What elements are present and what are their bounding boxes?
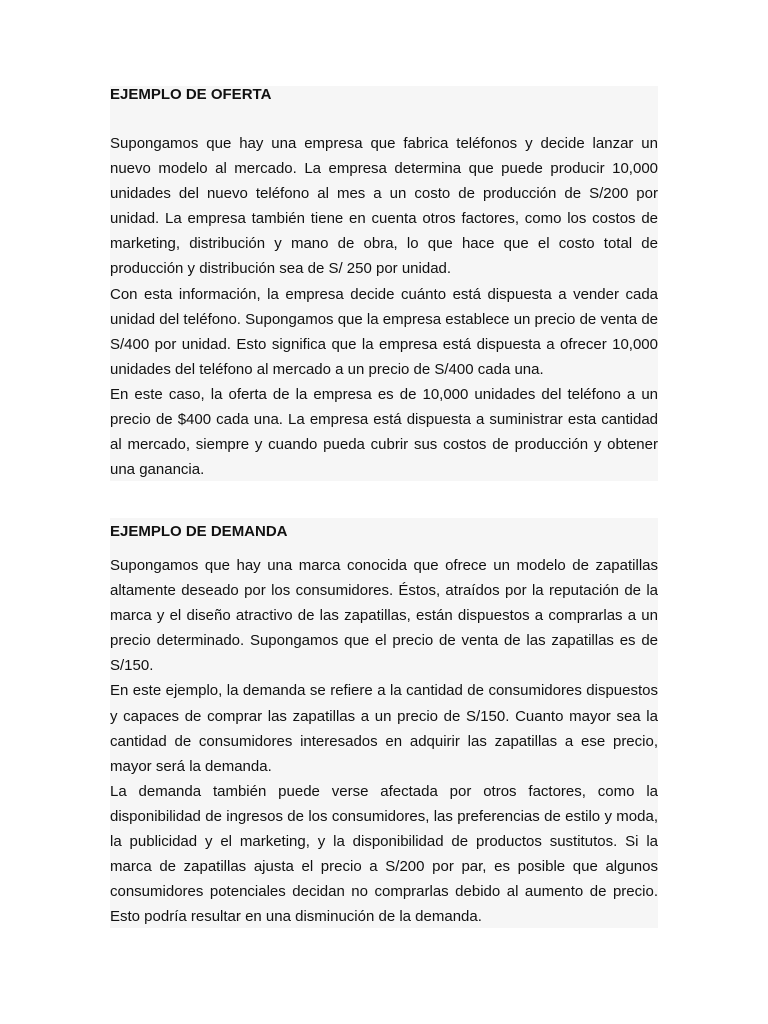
oferta-paragraph-2: Con esta información, la empresa decide cuánto está dispuesta a vender cada unidad del teléfono. Supongamos que la empresa establece un precio de venta de S/400 por unidad. Esto significa que la empresa está dispuesta a ofrecer 10,000 unidades del teléfono al mercado a un precio de S/400 cada una. [110,285,658,378]
oferta-paragraph-1: Supongamos que hay una empresa que fabrica teléfonos y decide lanzar un nuevo modelo al mercado. La empresa determina que puede producir 10,000 unidades del nuevo teléfono al mes a un costo de producción de S/200 por unidad. La empresa también tiene en cuenta otros factores, como los costos de marketing, distribución y mano de obra, lo que hace que el costo total de producción y distribución sea de S/ 250 por unidad. [110,135,658,278]
oferta-body [110,131,658,482]
demanda-paragraph-3: La demanda también puede verse afectada por otros factores, como la disponibilidad de ingresos de los consumidores, las preferencias de estilo y moda, la publicidad y el marketing, y la disponibilidad de productos sustitutos. Si la marca de zapatillas ajusta el precio a S/200 por par, es posible que algunos consumidores potenciales decidan no comprarlas debido al aumento de precio. Esto podría resultar en una disminución de la demanda. [110,782,658,926]
demanda-paragraph-1: Supongamos que hay una marca conocida que ofrece un modelo de zapatillas altamente deseado por los consumidores. Éstos, atraídos por la reputación de la marca y el diseño atractivo de las zapatillas, están dispuestos a comprarlas a un precio determinado. Supongamos que el precio de venta de las zapatillas es de S/150. [110,557,658,675]
demanda-body [110,553,658,929]
demanda-section [110,518,658,928]
oferta-heading: EJEMPLO DE OFERTA [110,86,272,103]
demanda-paragraph-2: En este ejemplo, la demanda se refiere a la cantidad de consumidores dispuestos y capaces de comprar las zapatillas a un precio de S/150. Cuanto mayor sea la cantidad de consumidores interesados en adquirir las zapatillas a ese precio, mayor será la demanda. [110,682,658,775]
oferta-paragraph-3: En este caso, la oferta de la empresa es de 10,000 unidades del teléfono a un precio de $400 cada una. La empresa está dispuesta a suministrar esta cantidad al mercado, siempre y cuando pueda cubrir sus costos de producción y obtener una ganancia. [110,385,658,479]
oferta-section [110,86,658,481]
demanda-heading: EJEMPLO DE DEMANDA [110,523,288,540]
